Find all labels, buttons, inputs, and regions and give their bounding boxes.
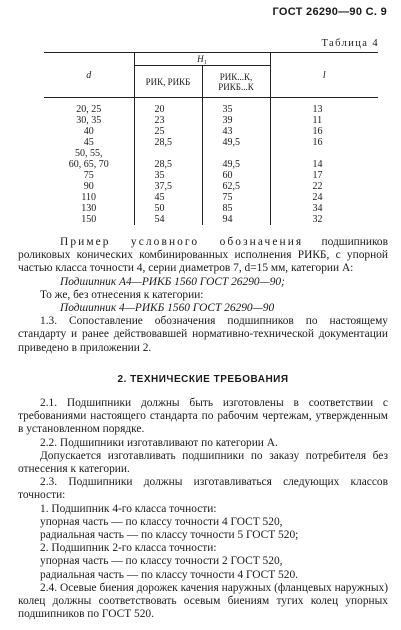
- table-caption: Таблица 4: [321, 38, 379, 49]
- paragraph-2-3: 2.3. Подшипники должны изготавливаться следующих классов точности:: [18, 476, 388, 502]
- table-row: [44, 148, 378, 159]
- cell-l: 16: [312, 137, 323, 148]
- paragraph-2-2: 2.2. Подшипники изготавливают по категории А.: [40, 436, 278, 449]
- header-riks-line1: РИК...К,: [219, 71, 253, 82]
- cell-rik: 54: [134, 214, 202, 225]
- header-riks-line2: РИКБ...К: [218, 81, 254, 92]
- cell-riks: 49,5: [202, 159, 270, 170]
- dimensions-table: [44, 52, 378, 225]
- paragraph-2-4: 2.4. Осевые биения дорожек качения наружных (фланцевых наружных) колец должны соответствовать осевым биениям тугих колец упорных подшипников по ГОСТ 520.: [18, 581, 388, 621]
- cell-riks: [202, 148, 270, 159]
- cell-l: 13: [312, 104, 323, 115]
- cell-d: 130: [44, 203, 134, 214]
- same-without: То же, без отнесения к категории:: [40, 288, 204, 301]
- cell-l: [270, 148, 378, 159]
- table-row: [44, 126, 378, 137]
- cell-d: 50, 55,: [44, 148, 134, 159]
- cell-l: 24: [312, 192, 323, 203]
- cell-rik: 28,5: [134, 137, 202, 148]
- cell-d: 20, 25: [44, 98, 134, 116]
- item-2-3-2: 2. Подшипник 2-го класса точности:: [40, 542, 217, 555]
- header-d: d: [44, 53, 134, 98]
- cell-d: 150: [44, 214, 134, 225]
- cell-rik: 37,5: [134, 181, 202, 192]
- cell-l: 11: [312, 115, 323, 126]
- cell-d: 40: [44, 126, 134, 137]
- header-h1: H₁: [134, 53, 270, 66]
- cell-l: 22: [312, 181, 323, 192]
- cell-d: 110: [44, 192, 134, 203]
- cell-d: 45: [44, 137, 134, 148]
- same-formula: Подшипник 4—РИКБ 1560 ГОСТ 26290—90: [60, 302, 275, 315]
- item-2-3-1: 1. Подшипник 4-го класса точности:: [40, 502, 217, 515]
- table-row: [44, 98, 378, 116]
- cell-riks: 75: [202, 192, 270, 203]
- table-row: [44, 181, 378, 192]
- table-body: [44, 98, 378, 226]
- cell-riks: 39: [202, 115, 270, 126]
- cell-rik: 35: [134, 170, 202, 181]
- table-row: [44, 170, 378, 181]
- header-rik: РИК, РИКБ: [134, 66, 202, 98]
- cell-riks: 43: [202, 126, 270, 137]
- cell-riks: 85: [202, 203, 270, 214]
- cell-riks: 94: [202, 214, 270, 225]
- table-row: [44, 137, 378, 148]
- table-row: [44, 214, 378, 225]
- item-2-3-1a: упорная часть — по классу точности 4 ГОСТ 520,: [40, 515, 283, 528]
- item-2-3-1b: радиальная часть — по классу точности 5 ГОСТ 520;: [40, 529, 299, 542]
- item-2-3-2a: упорная часть — по классу точности 2 ГОСТ 520,: [40, 555, 283, 568]
- paragraph-2-1: 2.1. Подшипники должны быть изготовлены в соответствии с требованиями настоящего стандарта по рабочим чертежам, утвержденным в установленном порядке.: [18, 397, 388, 436]
- cell-rik: 50: [134, 203, 202, 214]
- cell-rik: 28,5: [134, 159, 202, 170]
- cell-riks: 62,5: [202, 181, 270, 192]
- table-row: [44, 159, 378, 170]
- cell-l: 14: [312, 159, 323, 170]
- section-title: 2. ТЕХНИЧЕСКИЕ ТРЕБОВАНИЯ: [117, 373, 289, 385]
- table-row: [44, 203, 378, 214]
- cell-rik: [134, 148, 202, 159]
- cell-rik: 23: [134, 115, 202, 126]
- example-title: Пример условного обозначения: [60, 236, 304, 248]
- cell-d: 30, 35: [44, 115, 134, 126]
- example-rest: подшипников роликовых конических комбинированных исполнения РИКБ, с упорной частью класса точности 4, серии диаметров 7, d=15 мм, категории А:: [18, 236, 388, 275]
- cell-l: 16: [312, 126, 323, 137]
- cell-riks: 35: [202, 98, 270, 116]
- cell-rik: 25: [134, 126, 202, 137]
- example-paragraph: [18, 236, 388, 276]
- header-riks: [202, 66, 270, 98]
- paragraph-1-3: 1.3. Сопоставление обозначения подшипников по настоящему стандарту и ранее действовавшей нормативно-технической документации приведено в приложении 2.: [18, 315, 388, 354]
- table-row: [44, 192, 378, 203]
- cell-riks: 49,5: [202, 137, 270, 148]
- example-formula: Подшипник А4—РИКБ 1560 ГОСТ 26290—90;: [60, 275, 285, 288]
- cell-d: 60, 65, 70: [44, 159, 134, 170]
- cell-rik: 45: [134, 192, 202, 203]
- page-header: ГОСТ 26290—90 С. 9: [272, 6, 387, 18]
- cell-riks: 60: [202, 170, 270, 181]
- cell-d: 90: [44, 181, 134, 192]
- header-l: l: [270, 53, 378, 98]
- table-row: [44, 115, 378, 126]
- cell-l: 34: [312, 203, 323, 214]
- cell-l: 17: [312, 170, 323, 181]
- body-text: [18, 236, 388, 621]
- cell-d: 75: [44, 170, 134, 181]
- item-2-3-2b: радиальная часть — по классу точности 4 ГОСТ 520.: [40, 568, 298, 581]
- cell-l: 32: [312, 214, 323, 225]
- cell-rik: 20: [134, 98, 202, 116]
- paragraph-2-2b: Допускается изготавливать подшипники по заказу потребителя без отнесения к категории.: [18, 449, 388, 476]
